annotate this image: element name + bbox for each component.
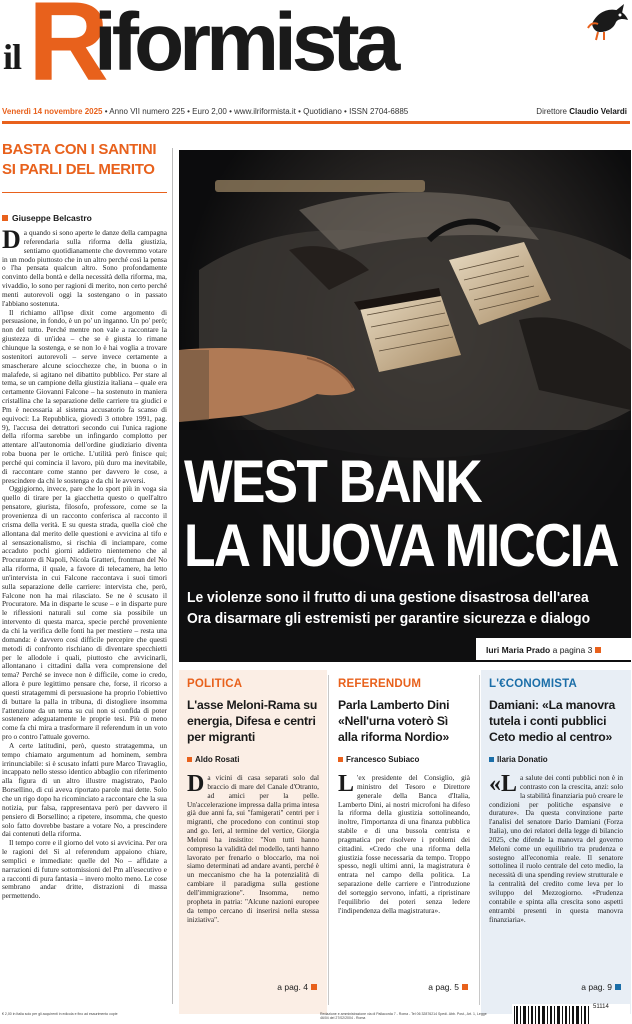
referendum-box bbox=[330, 670, 478, 1014]
dropcap: D bbox=[2, 225, 21, 254]
footer-price-note: € 2,00 in Italia solo per gli acquirenti in edicola e fino ad esaurimento copie bbox=[2, 1012, 118, 1016]
paragraph: A certe latitudini, però, questo stratagemma, un tempo chiamato argumentum ad hominem, sembra irrinunciabile: si è scusato infatti pure Marco Travaglio, incappato nello stesso identico abbaglio con riferimento alla figura di un altro illustre magistrato, Paolo Borsellino, di cui aveva riportato parole mai dette. Solo che un rigo dopo ha ricominciato a raccontare che la sua notizia, pur falsa, rappresentava però per davvero il pensiero di Borsellino; a ripetere, insomma, che questo solo fatto dovrebbe bastare a votare No, a prescindere dai contenuti della riforma. bbox=[2, 740, 167, 839]
politics-box bbox=[179, 670, 327, 1014]
square-bullet-icon bbox=[595, 647, 601, 653]
divider bbox=[2, 192, 167, 193]
dateline bbox=[2, 107, 630, 116]
box-body-text: a salute dei conti pubblici non è in contrasto con la crescita, anzi: solo la stabilità finanziaria può creare le condizioni per politiche espansive e durature». Da questa convinzione parte l'analisi del senatore Dario Damiani (Forza Italia), uno dei relatori della legge di bilancio 2025, che difende la manovra del governo Meloni come un equilibrio tra prudenza e sostegno all'economia reale. Il senatore sottolinea il ruolo centrale del ceto medio, la necessità di una spending review strutturale e la centralità del credito come leva per lo sviluppo del Mezzogiorno. «Prudenza contabile e spinta alla crescita sono aspetti entrambi presenti in questa manovra finanziaria». bbox=[489, 773, 623, 924]
box-page-ref[interactable] bbox=[428, 982, 468, 992]
main-story-credit[interactable] bbox=[486, 645, 601, 655]
box-ref-text: a pag. 5 bbox=[428, 982, 459, 992]
square-bullet-icon bbox=[311, 984, 317, 990]
box-body-text: a vicini di casa separati solo dal braccio di mare del Canale d'Otranto, ad amici per la pelle. Un'accelerazione impressa dalla prima intesa già due anni fa, sui "famigerati" centri per i migranti, che procedono con continui stop and go. Ieri, al termine del vertice, Giorgia Meloni ha insistito: "Non tutti hanno compreso la validità del modello, tanti hanno lavorato per frenarlo o bloccarlo, ma noi siamo determinati ad andare avanti, perché è un meccanismo che ha la potenzialità di cambiare il paradigma sulla gestione dell'immigrazione". Insomma, nemo propheta in patria: "Alcune nazioni europee da tempo cercano di inserirsi nella stessa iniziativa". bbox=[187, 773, 319, 924]
box-ref-text: a pag. 4 bbox=[277, 982, 308, 992]
main-story-pageref: a pagina 3 bbox=[550, 645, 593, 655]
main-story-author: Iuri Maria Prado bbox=[486, 645, 551, 655]
barcode-icon bbox=[512, 1004, 630, 1024]
square-bullet-icon bbox=[615, 984, 621, 990]
editorial-body bbox=[2, 225, 167, 901]
main-photo[interactable] bbox=[179, 150, 631, 662]
masthead-rule bbox=[2, 121, 630, 124]
paragraph: Oggigiorno, invece, pare che lo sport più in voga sia quello di tirare per la giacchetta questo o quell'altro pensatore, giurista, filosofo, professore, come se la provenienza di un racconto conferisca al racconto il crisma della verità. E su questa strada, quella cioè che allontana dal merito delle questioni e avvicina al tifo e al sensazionalismo, si rischia di inciampare, come accaduto pochi giorni addietro nientemeno che al Procuratore di Napoli, Nicola Gratteri, frontman del No alla riforma, il quale, a favore di telecamere, ha letto un'intervista in cui Falcone raccontava i suoi timori sulla separazione delle carriere: intervista che, però, Falcone non ha mai rilasciato. Se ne è scusato il Procuratore. Ma in disparte le scuse – e in disparte pure le riflessioni naturali sul come sia possibile un intervento di questa marca, specie perché proveniente da chi la verifica delle fonti ha per mestiere – resta una domanda: è davvero così difficile percepire che questi metodi di confronto rischiano di diventare specchietti per le allodole i quali, piuttosto che avvicinarli, allontanano i cittadini dalla vera comprensione del tema? Perché se invece non è difficile, come io credo, allora è pure legittimo pensare che, forse, il ricorso a questi stratagemmi di persuasione ha proprio l'obiettivo di buttare la palla in tribuna, di distogliere insomma l'attenzione da un tema su cui non si confida di poter sostenere adeguatamente le proprie tesi. Più o meno come fa chi mira a trasformare il referendum in un voto pro o contro l'attuale governo. bbox=[2, 484, 167, 742]
square-bullet-icon bbox=[2, 215, 8, 221]
masthead-r: R bbox=[28, 0, 109, 104]
box-body bbox=[187, 771, 319, 924]
box-ref-text: a pag. 9 bbox=[581, 982, 612, 992]
box-title[interactable]: Damiani: «La manovra tutela i conti pubblici Ceto medio al centro» bbox=[489, 698, 616, 744]
paragraph-text: a quando si sono aperte le danze della campagna referendaria sulla riforma della giustizia, sentiamo quotidianamente che dovremmo votare in un modo piuttosto che in un altro perché così la pensa o l'ha pensata qualcun altro. Sono profondamente convinto della bontà e della necessità della riforma, ma, vivaddio, lo sono per ragioni di merito, non certo perché menti autorevoli oggi la sostengano o in passato l'abbiano sostenuta. bbox=[2, 228, 167, 308]
bird-logo-icon bbox=[586, 2, 630, 42]
masthead bbox=[0, 0, 632, 104]
square-bullet-icon bbox=[489, 757, 494, 762]
dropcap: L bbox=[338, 771, 355, 797]
box-byline bbox=[489, 755, 623, 764]
main-headline[interactable] bbox=[184, 450, 618, 578]
dropcap: D bbox=[187, 771, 205, 797]
director-label: Direttore bbox=[536, 107, 570, 116]
masthead-title: iformista bbox=[94, 0, 396, 88]
editorial-byline bbox=[2, 213, 167, 223]
box-body-text: 'ex presidente del Consiglio, già ministro del Tesoro e Direttore generale della Banca d'Italia, Lamberto Dini, ai nostri microfoni ha difeso la riforma della giustizia sottolineando, inoltre, l'importanza di una finanza pubblica stabile e di una bussola centrista e pragmatica per risolvere i problemi dei cittadini. «Credo che una riforma della giustizia fosse necessaria da tempo. Troppo spesso, negli ultimi anni, la magistratura è entrata nel campo della politica. La separazione delle carriere e l'introduzione del sorteggio servono, infatti, a ripristinare l'equilibrio dei poteri senza ledere l'indipendenza della magistratura». bbox=[338, 773, 470, 915]
box-body bbox=[489, 771, 623, 924]
box-page-ref[interactable] bbox=[581, 982, 621, 992]
dropcap: «L bbox=[489, 771, 518, 797]
box-title[interactable]: Parla Lamberto Dini «Nell'urna voterò Sì alla riforma Nordio» bbox=[338, 698, 450, 744]
editorial-column bbox=[2, 140, 167, 1010]
column-rule bbox=[172, 148, 173, 1004]
director-name: Claudio Velardi bbox=[569, 107, 627, 116]
paragraph: Il richiamo all'ipse dixit come argomento di persuasione, in fondo, è un po' un inganno. Un po' però; non del tutto. Perché mentre non vale a raccontare la giustezza di un'idea – che se è giusta lo rimane chiunque la sostenga, e se non lo è hai voglia a trovare sostenitori autorevoli – serve invece certamente a smascherare alcune sciocchezze che, in buona o in malafede, si agitano nel dibattito pubblico. Per stare al tema, se un campione della giustizia italiana – quale era certamente Giovanni Falcone – ha sostenuto in maniera cristallina che la separazione delle carriere tra giudici e Pm è necessaria al sistema accusatorio fa scanso di equivoci: La Repubblica, giovedì 3 ottobre 1991, pag. 9), l'accusa dei detrattori secondo cui l'unica ragione della riforma sarebbe un infingardo complotto per attentare all'autonomia dell'ordine giudiziario diventa roba buona per le ortiche. L'utilità però finisce qui; perché qui comincia il lavoro, più duro ma inevitabile, di raccontare come stanno per davvero le cose, a prescindere da chi le sostenga e da chi le avversi. bbox=[2, 307, 167, 485]
box-byline bbox=[338, 755, 470, 764]
paragraph: Il tempo corre e il giorno del voto si avvicina. Per ora le ragioni del Sì al referendum appaiono chiare, semplici e immediate: quelle del No – affidate a narrazioni di future sottomissioni del Pm all'esecutivo e a racconti di pura fantasia – invero molto meno. Le cose sembrano andar dritte, distrazioni di massa permettendo. bbox=[2, 838, 167, 901]
box-author: Ilaria Donatio bbox=[497, 755, 548, 764]
director bbox=[536, 107, 627, 116]
editorial-headline[interactable]: BASTA CON I SANTINI SI PARLI DEL MERITO bbox=[2, 141, 157, 178]
economist-box bbox=[481, 670, 631, 1014]
subhead-line1: Le violenze sono il frutto di una gestione disastrosa dell'area bbox=[187, 590, 589, 606]
box-divider bbox=[479, 675, 480, 1005]
issue-info: • Anno VII numero 225 • Euro 2,00 • www.ilriformista.it • Quotidiano • ISSN 2704-6885 bbox=[102, 107, 409, 116]
square-bullet-icon bbox=[462, 984, 468, 990]
editorial-author: Giuseppe Belcastro bbox=[12, 213, 92, 223]
box-byline bbox=[187, 755, 319, 764]
box-kicker: POLITICA bbox=[187, 678, 243, 690]
barcode-number: 51114 bbox=[593, 1004, 609, 1010]
square-bullet-icon bbox=[187, 757, 192, 762]
burned-books-illustration bbox=[179, 150, 631, 662]
main-headline-line1: WEST BANK bbox=[184, 448, 481, 515]
square-bullet-icon bbox=[338, 757, 343, 762]
box-kicker: REFERENDUM bbox=[338, 678, 422, 690]
box-divider bbox=[328, 675, 329, 1005]
box-kicker: L'€CONOMISTA bbox=[489, 678, 577, 690]
box-body bbox=[338, 771, 470, 916]
main-subhead bbox=[187, 588, 614, 630]
box-page-ref[interactable] bbox=[277, 982, 317, 992]
main-headline-line2: LA NUOVA MICCIA bbox=[184, 512, 618, 579]
masthead-il: il bbox=[3, 37, 22, 77]
box-author: Aldo Rosati bbox=[195, 755, 240, 764]
paragraph bbox=[2, 225, 167, 309]
box-title[interactable]: L'asse Meloni-Rama su energia, Difesa e centri per migranti bbox=[187, 698, 318, 744]
subhead-line2: Ora disarmare gli estremisti per garantire sicurezza e dialogo bbox=[187, 611, 591, 627]
box-author: Francesco Subiaco bbox=[346, 755, 420, 764]
issue-date: Venerdì 14 novembre 2025 bbox=[2, 107, 103, 116]
footer-address: Redazione e amministrazione via di Pallacorda 7 - Roma - Tel 06 32876214 Spedi. Abb. Post., Art. 1, Legge 46/04 del 27/02/2004 - Roma bbox=[320, 1012, 487, 1020]
